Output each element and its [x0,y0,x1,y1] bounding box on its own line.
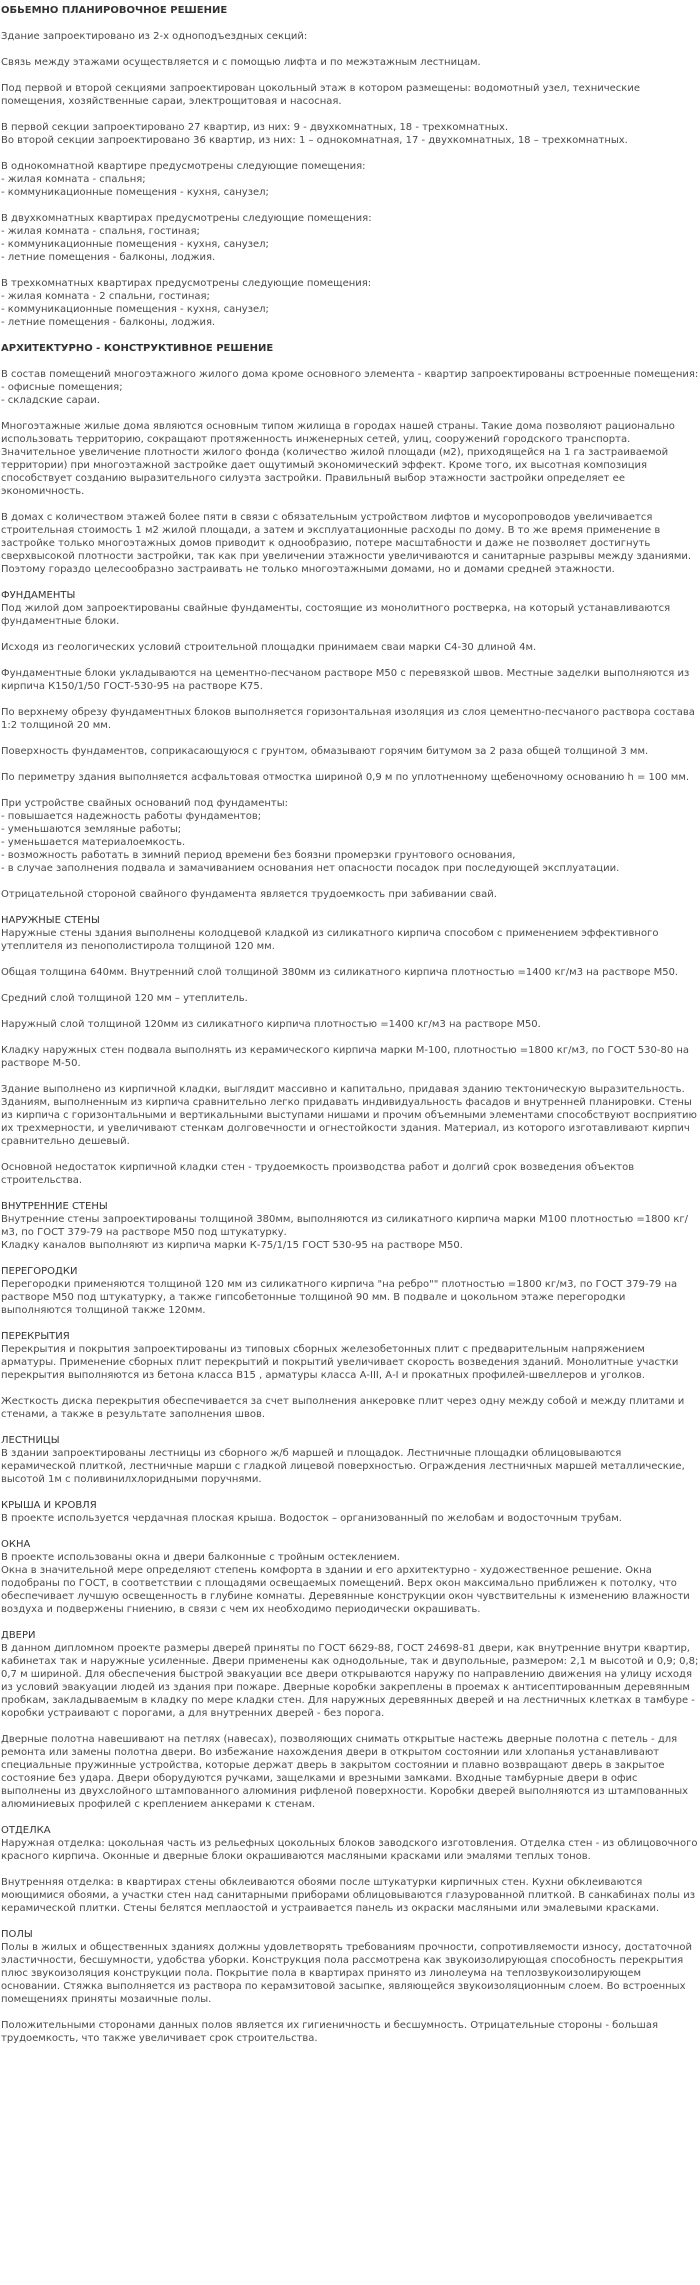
planning-paragraph: В однокомнатной квартире предусмотрены следующие помещения: - жилая комната - спальня; - коммуникационные помещения - кухня, санузел; [1,161,366,198]
subsection-heading: КРЫША И КРОВЛЯ [1,1500,97,1511]
planning-paragraph: Связь между этажами осуществляется и с помощью лифта и по межэтажным лестницам. [1,57,481,68]
subsection-paragraph: Средний слой толщиной 120 мм – утеплитель. [1,993,248,1004]
arch-paragraph: Многоэтажные жилые дома являются основным типом жилища в городах нашей страны. Такие дома позволяют рационально использовать территорию, сокращают протяженность инженерных сетей, улиц, сооружений городского транспорта. Значительное увеличение плотности жилого фонда (количество жилой площади (м2), приходящейся на 1 га застраиваемой территории) при многоэтажной застройке дает ощутимый экономический эффект. Кроме того, их высотная композиция способствует созданию выразительного силуэта застройки. Правильный выбор этажности застройки определяет ее экономичность. [1,421,675,497]
subsection [1,1928,699,2045]
subsections [1,589,699,2045]
subsection-heading: ВНУТРЕННИЕ СТЕНЫ [1,1201,108,1212]
subsection-heading: ПЕРЕГОРОДКИ [1,1266,78,1277]
subsection-heading: НАРУЖНЫЕ СТЕНЫ [1,915,100,926]
subsection [1,1265,699,1317]
subsection-paragraph: Внутренние стены запроектированы толщиной 380мм, выполняются из силикатного кирпича марки М100 плотностью =1800 кг/м3, по ГОСТ 379-79 на растворе М50 под штукатурку. Кладку каналов выполняют из кирпича марки К-75/1/15 ГОСТ 530-95 на растворе М50. [1,1214,689,1251]
section-title-arch: АРХИТЕКТУРНО - КОНСТРУКТИВНОЕ РЕШЕНИЕ [1,343,274,354]
subsection-paragraph: Положительными сторонами данных полов является их гигиеничность и бесшумность. Отрицательные стороны - большая трудоемкость, что также увеличивает срок строительства. [1,2020,658,2044]
subsection [1,914,699,1187]
subsection-paragraph: Жесткость диска перекрытия обеспечивается за счет выполнения анкеровке плит через одну между собой и между плитами и стенами, а также в результате заполнения швов. [1,1396,685,1420]
subsection-paragraph: Исходя из геологических условий строительной площадки принимаем сваи марки С4-30 длиной 4м. [1,642,537,653]
subsection [1,1629,699,1811]
subsection-paragraph: Дверные полотна навешивают на петлях (навесах), позволяющих снимать открытые настежь дверные полотна с петель - для ремонта или замены полотна двери. Во избежание нахождения двери в открытом состоянии или хлопанья устанавливают специальные пружинные устройства, которые держат дверь в закрытом состоянии и плавно возвращают дверь в закрытое состояние без удара. Двери оборудуются ручками, защелками и врезными замками. Входные тамбурные двери в офис выполнены из двухслойного штампованного алюминия рифленой поверхности. Коробки дверей выполняются из штампованных алюминиевых профилей с креплением анкерами к стенам. [1,1734,689,1810]
subsection-paragraph: Отрицательной стороной свайного фундамента является трудоемкость при забивании свай. [1,889,497,900]
subsection-paragraph: По периметру здания выполняется асфальтовая отмостка шириной 0,9 м по уплотненному щебеночному основанию h = 100 мм. [1,772,690,783]
planning-paragraph: В трехкомнатных квартирах предусмотрены следующие помещения: - жилая комната - 2 спальни, гостиная; - коммуникационные помещения - кухня, санузел; - летние помещения - балконы, лоджия. [1,278,372,328]
planning-paragraph: В двухкомнатных квартирах предусмотрены следующие помещения: - жилая комната - спальня, гостиная; - коммуникационные помещения - кухня, санузел; - летние помещения - балконы, лоджия. [1,213,372,263]
subsection-heading: ЛЕСТНИЦЫ [1,1435,60,1446]
subsection [1,1824,699,1915]
planning-paragraph: Под первой и второй секциями запроектирован цокольный этаж в котором размещены: водомотный узел, технические помещения, хозяйственные сараи, электрощитовая и насосная. [1,83,640,107]
section-title-planning: ОБЬЕМНО ПЛАНИРОВОЧНОЕ РЕШЕНИЕ [1,5,228,16]
subsection-paragraph: Кладку наружных стен подвала выполнять из керамического кирпича марки М-100, плотностью =1800 кг/м3, по ГОСТ 530-80 на растворе М-50. [1,1045,690,1069]
arch-paragraph: В домах с количеством этажей более пяти в связи с обязательным устройством лифтов и мусоропроводов увеличивается строительная стоимость 1 м2 жилой площади, а затем и эксплуатационные расходы по дому. В то же время применение в застройке только многоэтажных домов приводит к однообразию, потере масштабности и даже не позволяет достигнуть сверхвысокой плотности застройки, так как при увеличении этажности увеличиваются и санитарные разрывы между зданиями. Поэтому гораздо целесообразно застраивать не только многоэтажными домами, но и домами средней этажности. [1,512,692,575]
subsection-paragraph: В проекте используется чердачная плоская крыша. Водосток – организованный по желобам и водосточным трубам. [1,1513,622,1524]
subsection [1,1434,699,1486]
subsection-paragraph: Перекрытия и покрытия запроектированы из типовых сборных железобетонных плит с предварительным напряжением арматуры. Применение сборных плит перекрытий и покрытий увеличивает скорость возведения зданий. Монолитные участки перекрытия выполняются из бетона класса В15 , арматуры класса А-III, А-I и прокатных профилей-швеллеров и уголков. [1,1344,679,1381]
subsection [1,589,699,901]
subsection-paragraph: Полы в жилых и общественных зданиях должны удовлетворять требованиям прочности, сопротивляемости износу, достаточной эластичности, бесшумности, удобства уборки. Конструкция пола рассмотрена как звукоизолирующая способность перекрытия плюс звукоизоляция конструкции пола. Покрытие пола в квартирах принято из линолеума на теплозвукоизолирующем основании. Стяжка выполняется из раствора по керамзитовой засыпке, являющейся звукоизоляционным слоем. Во встроенных помещениях приняты мозаичные полы. [1,1942,693,2005]
subsection-paragraph: Здание выполнено из кирпичной кладки, выглядит массивно и капитально, придавая зданию тектоническую выразительность. Зданиям, выполненным из кирпича сравнительно легко придавать индивидуальность фасадов и внутренней планировки. Стены из кирпича с горизонтальными и вертикальными выступами нишами и прочим объемными элементами способствуют восприятию их трехмерности, и увеличивают стенкам долговечности и огнестойкости здания. Материал, из которого изготавливают кирпич сравнительно дешевый. [1,1084,697,1147]
arch-paragraph: В состав помещений многоэтажного жилого дома кроме основного элемента - квартир запроектированы встроенные помещения: - офисные помещения; - складские сараи. [1,369,699,406]
planning-paragraph: В первой секции запроектировано 27 квартир, из них: 9 - двухкомнатных, 18 - трехкомнатных. Во второй секции запроектировано 36 квартир, из них: 1 – однокомнатная, 17 - двухкомнатных, 18 – трехкомнатных. [1,122,628,146]
subsection-paragraph: При устройстве свайных оснований под фундаменты: - повышается надежность работы фундаментов; - уменьшаются земляные работы; - уменьшается материалоемкость. - возможность работать в зимний период времени без боязни промерзки грунтового основания, - в случае заполнения подвала и замачиванием основания нет опасности посадок при последующей эксплуатации. [1,798,620,874]
subsection-paragraph: В данном дипломном проекте размеры дверей приняты по ГОСТ 6629-88, ГОСТ 24698-81 двери, как внутренние внутри квартир, кабинетах так и наружные усиленные. Двери применены как однодольные, так и двупольные, размером: 2,1 м высотой и 0,9; 0,8; 0,7 м шириной. Для обеспечения быстрой эвакуации все двери открываются наружу по направлению движения на улицу исходя из условий эвакуации людей из здания при пожаре. Дверные коробки закреплены в проемах к антисептированным деревянным пробкам, закладываемым в кладку по мере кладки стен. Для наружных деревянных дверей и на лестничных клетках в тамбуре - коробки устраивают с порогами, а для внутренних дверей - без порога. [1,1643,699,1719]
subsection-heading: ФУНДАМЕНТЫ [1,590,76,601]
subsection-paragraph: Перегородки применяются толщиной 120 мм из силикатного кирпича "на ребро"" плотностью =1800 кг/м3, по ГОСТ 379-79 на растворе М50 под штукатурку, а также гипсобетонные толщиной 90 мм. В подвале и цокольном этаже перегородки выполняются толщиной также 120мм. [1,1279,678,1316]
subsection-heading: ОТДЕЛКА [1,1825,51,1836]
planning-paragraph: Здание запроектировано из 2-х одноподъездных секций: [1,31,308,42]
subsection-paragraph: В проекте использованы окна и двери балконные с тройным остеклением. Окна в значительной мере определяют степень комфорта в здании и его архитектурно - художественное решение. Окна подобраны по ГОСТ, в соответствии с площадями освещаемых помещений. Верх окон максимально приближен к потолку, что обеспечивает лучшую освещенность в глубине комнаты. Деревянные конструкции окон чувствительны к изменению влажности воздуха и подвержены гниению, в связи с чем их необходимо периодически окрашивать. [1,1552,690,1615]
subsection-paragraph: Внутренняя отделка: в квартирах стены обклеиваются обоями после штукатурки кирпичных стен. Кухни обклеиваются моющимися обоями, а участки стен над санитарными приборами облицовываются глазурованной плиткой. В санкабинах полы из керамической плитки. Стены белятся меплаостой и устраивается панель из окраски масляными или эмалевыми красками. [1,1877,696,1914]
subsection-paragraph: Поверхность фундаментов, соприкасающуюся с грунтом, обмазывают горячим битумом за 2 раза общей толщиной 3 мм. [1,746,649,757]
subsection-paragraph: Основной недостаток кирпичной кладки стен - трудоемкость производства работ и долгий срок возведения объектов строительства. [1,1162,635,1186]
subsection-paragraph: Наружный слой толщиной 120мм из силикатного кирпича плотностью =1400 кг/м3 на растворе М50. [1,1019,541,1030]
subsection-heading: ДВЕРИ [1,1630,36,1641]
subsection-paragraph: Фундаментные блоки укладываются на цементно-песчаном растворе М50 с перевязкой швов. Местные заделки выполняются из кирпича К150/1/50 ГОСТ-530-95 на растворе К75. [1,668,690,692]
subsection-heading: ОКНА [1,1539,31,1550]
subsection [1,1499,699,1525]
subsection-paragraph: Наружная отделка: цокольная часть из рельефных цокольных блоков заводского изготовления. Отделка стен - из облицовочного красного кирпича. Оконные и дверные блоки окрашиваются масляными красками или эмалями теплых тонов. [1,1838,698,1862]
subsection-heading: ПОЛЫ [1,1929,33,1940]
subsection-paragraph: По верхнему обрезу фундаментных блоков выполняется горизонтальная изоляция из слоя цементно-песчаного раствора состава 1:2 толщиной 20 мм. [1,707,695,731]
subsection [1,1538,699,1616]
subsection-paragraph: Наружные стены здания выполнены колодцевой кладкой из силикатного кирпича способом с применением эффективного утеплителя из пенополистирола толщиной 120 мм. [1,928,659,952]
subsection-paragraph: В здании запроектированы лестницы из сборного ж/б маршей и площадок. Лестничные площадки облицовываются керамической плиткой, лестничные марши с гладкой лицевой поверхностью. Ограждения лестничных маршей металлические, высотой 1м с поливинилхлоридными поручнями. [1,1448,685,1485]
subsection [1,1330,699,1421]
subsection-paragraph: Под жилой дом запроектированы свайные фундаменты, состоящие из монолитного ростверка, на который устанавливаются фундаментные блоки. [1,603,671,627]
subsection [1,1200,699,1252]
subsection-heading: ПЕРЕКРЫТИЯ [1,1331,70,1342]
subsection-paragraph: Общая толщина 640мм. Внутренний слой толщиной 380мм из силикатного кирпича плотностью =1400 кг/м3 на растворе М50. [1,967,679,978]
